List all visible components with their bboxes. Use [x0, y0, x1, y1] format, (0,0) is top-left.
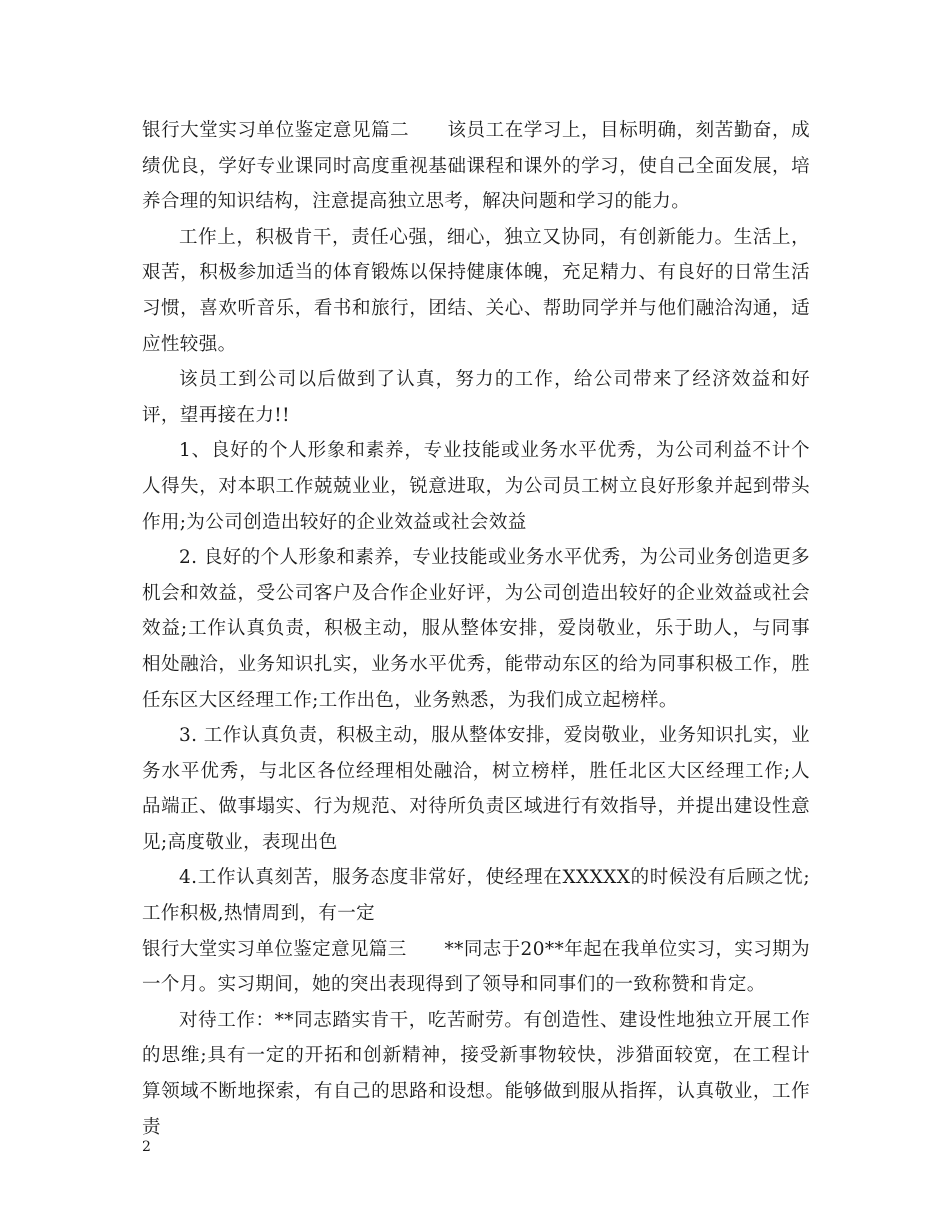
paragraph-item-3: 3. 工作认真负责，积极主动，服从整体安排，爱岗敬业，业务知识扎实，业务水平优秀，与北区各位经理相处融洽，树立榜样，胜任北区大区经理工作;人品端正、做事塌实、行为规范、对待所负责区域进行有效指导，并提出建设性意见;高度敬业，表现出色 — [142, 725, 810, 853]
paragraph-item-2: 2. 良好的个人形象和素养，专业技能或业务水平优秀，为公司业务创造更多机会和效益，受公司客户及合作企业好评，为公司创造出较好的企业效益或社会效益;工作认真负责，积极主动，服从整体安排，爱岗敬业，乐于助人，与同事相处融洽，业务知识扎实，业务水平优秀，能带动东区的给为同事积极工作，胜任东区大区经理工作;工作出色，业务熟悉，为我们成立起榜样。 — [142, 547, 810, 711]
paragraph-section-three-heading: 银行大堂实习单位鉴定意见篇三 **同志于20**年起在我单位实习，实习期为一个月。实习期间，她的突出表现得到了领导和同事们的一致称赞和肯定。 — [142, 938, 810, 996]
paragraph-item-4: 4.工作认真刻苦，服务态度非常好，使经理在XXXXX的时候没有后顾之忧;工作积极,热情周到，有一定 — [142, 867, 810, 925]
paragraph-company-contribution: 该员工到公司以后做到了认真，努力的工作，给公司带来了经济效益和好评，望再接在力!! — [142, 369, 810, 426]
paragraph-section-two-heading: 银行大堂实习单位鉴定意见篇二 该员工在学习上，目标明确，刻苦勤奋，成绩优良，学好专业课同时高度重视基础课程和课外的学习，使自己全面发展，培养合理的知识结构，注意提高独立思考，解决问题和学习的能力。 — [142, 120, 810, 213]
paragraph-work-life: 工作上，积极肯干，责任心强，细心，独立又协同，有创新能力。生活上，艰苦，积极参加适当的体育锻炼以保持健康体魄，充足精力、有良好的日常生活习惯，喜欢听音乐，看书和旅行，团结、关心、帮助同学并与他们融洽沟通，适应性较强。 — [142, 226, 810, 355]
paragraph-item-1: 1、良好的个人形象和素养，专业技能或业务水平优秀，为公司利益不计个人得失，对本职工作兢兢业业，锐意进取，为公司员工树立良好形象并起到带头作用;为公司创造出较好的企业效益或社会效益 — [142, 440, 810, 533]
document-body — [142, 113, 810, 1145]
page-number: 2 — [142, 1139, 151, 1155]
paragraph-work-attitude: 对待工作：**同志踏实肯干，吃苦耐劳。有创造性、建设性地独立开展工作的思维;具有一定的开拓和创新精神，接受新事物较快，涉猎面较宽，在工程计算领域不断地探索，有自己的思路和设想。能够做到服从指挥，认真敬业，工作责 — [142, 1009, 810, 1138]
